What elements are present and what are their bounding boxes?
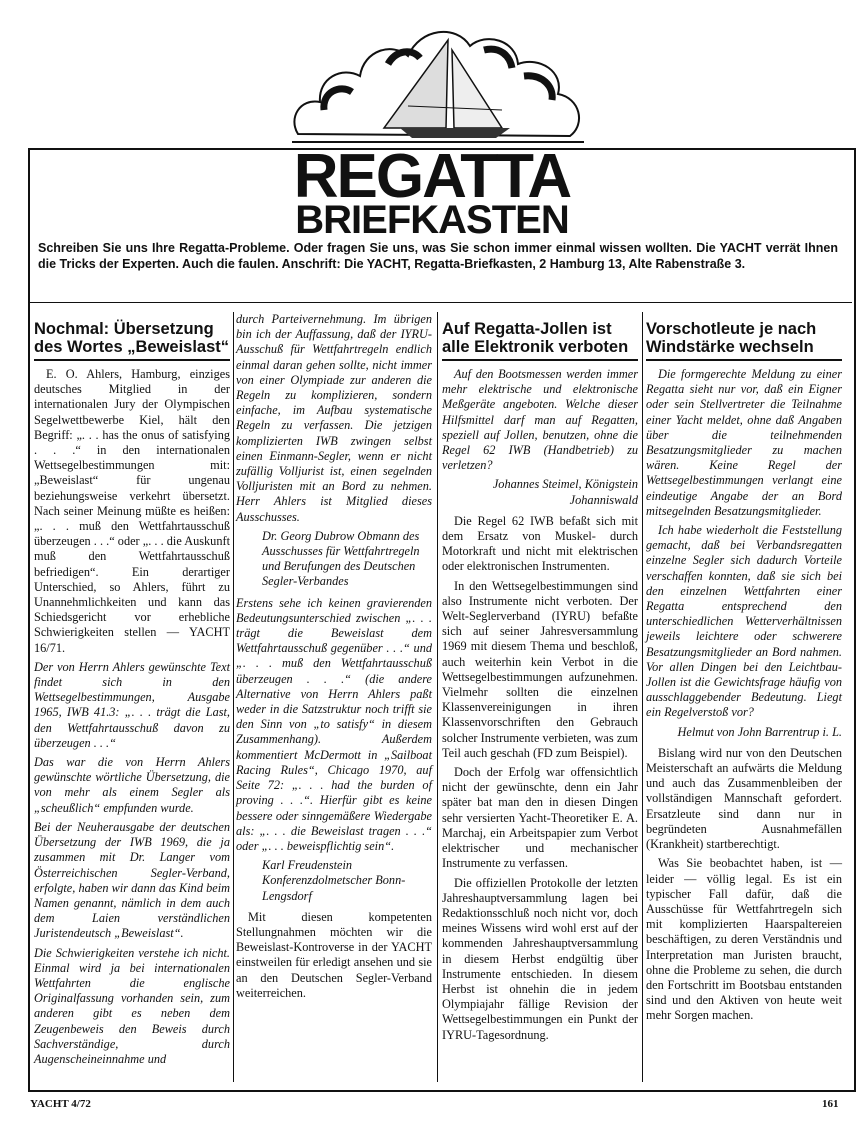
column-2 [236,312,432,1005]
title-line1: REGATTA [293,142,571,211]
title-line2: BRIEFKASTEN [295,198,569,242]
column-3 [442,312,638,1047]
divider [30,302,852,303]
signature: Helmut von John Barrentrup i. L. [677,724,842,739]
article1-paragraph: E. O. Ahlers, Hamburg, einziges deutsches Mitglied in der internationalen Jury der Olympischen Segelwettbewerbe Kiel, hält den Begriff: „. . . has the onus of satisfying . . .“ in den internationalen Wettsegelbestimmungen mit: „Beweislast“ für ungenau beziehungsweise verkehrt übersetzt. Nach seiner Meinung müßte es heißen: „. . . muß den Wettfahrtausschuß überzeugen . . .“ oder „. . . die Auskunft muß den Wettfahrtausschuß befriedigen“. Ein derartiger Unterschied, so Ahlers, führt zu Unannehmlichkeiten und kann das Schiedsgericht vor erhebliche Schwierigkeiten stellen — YACHT 16/71. [34,367,230,655]
column-divider [437,312,438,1082]
article1-closing: Mit diesen kompetenten Stellungnahmen möchten wir die Beweislast-Kontroverse in der YACHT einstweilen für erledigt ansehen und sie an den Deutschen Segler-Verband weiterreichen. [236,909,432,1000]
sailboat-cloud-logo [288,6,588,150]
article1-reply: Die Schwierigkeiten verstehe ich nicht. Einmal wird ja bei internationalen Wettfahrten die englische Originalfassung vorhanden sein, zum anderen gibt es neben dem Zeugenbeweis den Beweis durch Sachverständige, durch Augenscheineinnahme und [34,945,230,1066]
article1-reply: Der von Herrn Ahlers gewünschte Text findet sich in den Wettsegelbestimmungen, Ausgabe 1965, IWB 41.3: „. . . trägt die Last, den Wettfahrtausschuß davon zu überzeugen . . .“ [34,659,230,750]
footer-issue: YACHT 4/72 [30,1098,91,1110]
article1-reply: Bei der Neuherausgabe der deutschen Übersetzung der IWB 1969, die ja zusammen mit Dr. Langer vom Österreichischen Segler-Verband, erfolgte, haben wir dann das Kind beim Namen genannt, nämlich in dem auch dem Laien verständlichen Juristendeutsch „Beweislast“. [34,819,230,941]
article3-paragraph: Was Sie beobachtet haben, ist — leider — völlig legal. Es ist ein typischer Fall dafür, daß die Ausschüsse für Wettfahrtregeln sich mit komplizierten Haarspaltereien beschäftigen, zu deren Verständnis und Interpretation man Juristen braucht, ohne die Probleme zu sehen, die durch den Fortschritt im Bootsbau entstanden sind und den Aktiven von heute weit mehr Sorgen machen. [646,856,842,1023]
article2-paragraph: Die offiziellen Protokolle der letzten Jahreshauptversammlung lagen bei Redaktionsschluß noch nicht vor, doch meines Wissens wird wohl erst auf der kommenden Jahreshauptversammlung in diesem Herbst endgültig über Instrumente entschieden. In diesem Herbst ist ohnehin die in jedem Olympiajahr fällige Revision der Wettsegelbestimmungen ein Punkt der IYRU-Tagesordnung. [442,875,638,1042]
article1-reply: Erstens sehe ich keinen gravierenden Bedeutungsunterschied zwischen „. . . trägt die Beweislast dem Wettfahrtausschuß gegenüber . . .“ und „. . . muß den Wettfahrtausschuß überzeugen . . .“ (die andere Alternative von Herrn Ahlers paßt weder in die Satzstruktur noch trifft sie den Sinn von „to satisfy“ in diesem Zusammenhang). Außerdem kommentiert McDermott in „Sailboat Racing Rules“, Chicago 1970, auf Seite 72: „. . . had the burden of proving . . .“. Hierfür gibt es keine bessere oder sinngemäßere Wiedergabe als: „. . . die Beweislast tragen . . .“ oder „. . . beweispflichtig sein“. [236,595,432,853]
article2-paragraph: Doch der Erfolg war offensichtlich nicht der gewünschte, denn ein Jahr später bat man den in diesen Dingen sehr versierten Yacht-Theoretiker E. A. Marchaj, ein Arbeitspapier zum Verbot elektrischer und mechanischer Instrumente zu verfassen. [442,765,638,871]
page-number: 161 [822,1098,839,1110]
article3-question: Ich habe wiederholt die Feststellung gemacht, daß bei Verbandsregatten einzelne Segler sich dadurch Vorteile verschaffen konnten, daß sie sich bei den einzelnen Wettfahrten einer Regatta entsprechend den unterschiedlichen Wetterverhältnissen jeweils leichtere oder schwerere Besatzungsmitglieder an Bord nahmen. Vor allen Dingen bei den Leichtbau-Jollen ist die Gewichtsfrage häufig von ausschlaggebender Bedeutung. Liegt ein Regelverstoß vor? [646,523,842,720]
article3-headline: Vorschotleute je nach Windstärke wechseln [646,320,842,361]
article3-question: Die formgerechte Meldung zu einer Regatta sieht nur vor, daß ein Eigner oder sein Stellvertreter die Teilnahme einer Yacht meldet, ohne daß Angaben über die teilnehmenden Besatzungsmitglieder zu machen wären. Keine Regel der Wettsegelbestimmungen verlangt eine eindeutige Angabe der an Bord mitsegelnden Besatzungsmitglieder. [646,367,842,518]
intro-text: Schreiben Sie uns Ihre Regatta-Probleme. Oder fragen Sie uns, was Sie schon immer einmal wissen wollten. Die YACHT verrät Ihnen die Tricks der Experten. Auch die faulen. Anschrift: Die YACHT, Regatta-Briefkasten, 2 Hamburg 13, Alte Rabenstraße 3. [38,241,838,271]
column-divider [233,312,234,1082]
article2-paragraph: Die Regel 62 IWB befaßt sich mit dem Ersatz von Muskel- durch Motorkraft und nicht mit elektrischen oder elektronischen Instrumenten. [442,513,638,574]
signature: Karl Freudenstein Konferenzdolmetscher Bonn-Lengsdorf [262,858,406,903]
article1-reply: Das war die von Herrn Ahlers gewünschte wörtliche Übersetzung, die von mehr als einem Segler als „scheußlich“ empfunden wurde. [34,755,230,815]
column-1 [34,312,230,1071]
article1-reply: durch Parteivernehmung. Im übrigen bin ich der Auffassung, daß der IYRU-Ausschuß für Wettfahrtregeln endlich einmal daran gehen sollte, nicht immer von einer Olympiade zur anderen die Regeln zu komplizieren, sondern einfache, im Aufbau systematische Regeln zu verfassen. Die jetzigen komplizierten IWB zwingen selbst einen Einmann-Segler, wenn er nicht zufällig Volljurist ist, einen segelnden Volljuristen mit an Bord zu nehmen. Herr Ahlers ist Mitglied dieses Ausschusses. [236,312,432,524]
article3-paragraph: Bislang wird nur von den Deutschen Meisterschaft an aufwärts die Meldung und auch das Zusammenbleiben der vollständigen Mannschaft gefordert. Ersatzleute sind dann nur in begründeten Ausnahmefällen (Krankheit) startberechtigt. [646,745,842,852]
article1-headline: Nochmal: Übersetzung des Wortes „Beweislast“ [34,320,230,361]
column-divider [642,312,643,1082]
article2-headline: Auf Regatta-Jollen ist alle Elektronik verboten [442,320,638,361]
signature: Johannes Steimel, Königstein Johanniswald [492,477,638,507]
signature: Dr. Georg Dubrow Obmann des Ausschusses für Wettfahrtregeln und Berufungen des Deutschen Segler-Verbandes [262,528,420,589]
article2-paragraph: In den Wettsegelbestimmungen sind also Instrumente nicht verboten. Der Welt-Seglerverband (IYRU) befaßte sich auf seiner Jahresversammlung 1969 mit diesem Thema und beschloß, auch weiterhin kein Verbot in die Wettsegelbestimmungen aufzunehmen. Vielmehr sollten die einzelnen Klassenvereinigungen in ihren Klassenvorschriften den Gebrauch solcher Instrumente verbieten, was zum Teil auch geschah (FD zum Beispiel). [442,578,638,760]
column-4 [646,312,842,1028]
article2-question: Auf den Bootsmessen werden immer mehr elektrische und elektronische Meßgeräte angeboten. Welche dieser Hilfsmittel darf man auf Regatten, speziell auf Jollen, benutzen, ohne die Regel 62 IWB (Handbetrieb) zu verletzen? [442,367,638,473]
